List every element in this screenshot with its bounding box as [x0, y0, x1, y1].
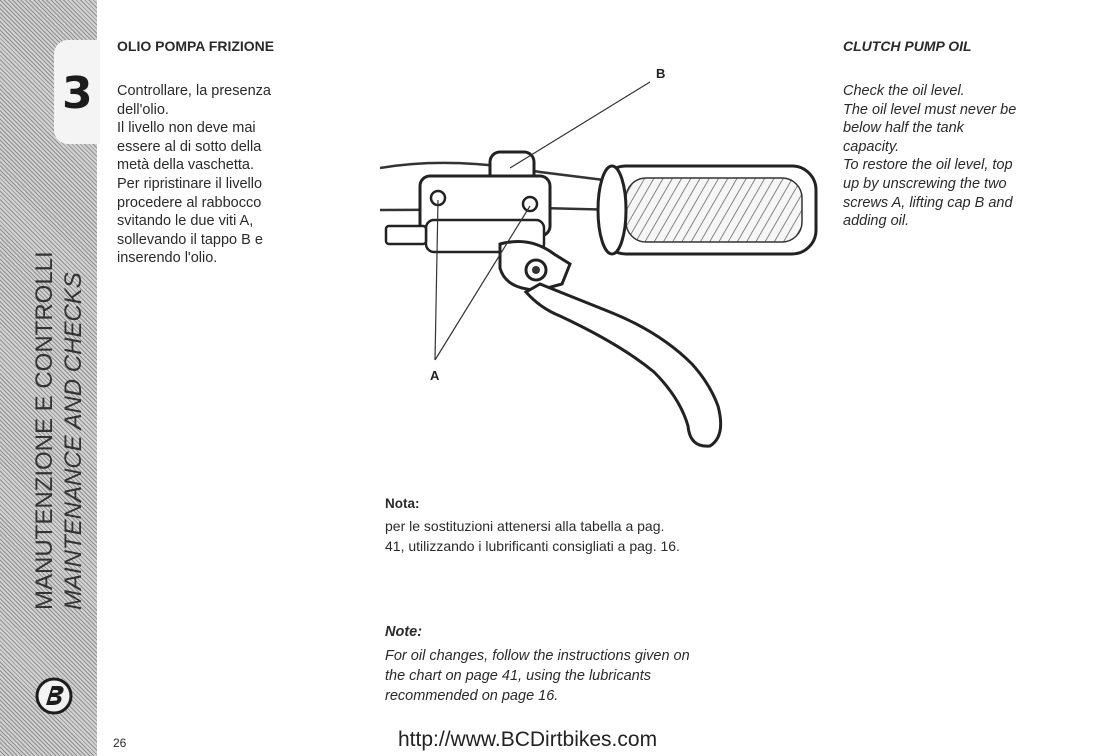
chapter-number: 3: [62, 68, 93, 119]
master-cylinder-reservoir: [386, 152, 550, 252]
website-url-link[interactable]: http://www.BCDirtbikes.com: [398, 728, 658, 751]
note-label: Note:: [385, 624, 423, 640]
english-line: up by unscrewing the two: [843, 175, 1007, 192]
callout-label-b: B: [656, 66, 666, 81]
english-line: Check the oil level.: [843, 83, 965, 99]
italian-line: Per ripristinare il livello: [117, 175, 263, 192]
note-line: the chart on page 41, using the lubricants: [385, 668, 652, 684]
italian-line: procedere al rabbocco: [117, 194, 262, 211]
clutch-lever: [526, 284, 721, 446]
italian-line: dell'olio.: [117, 101, 169, 118]
italian-line: Il livello non deve mai: [117, 120, 256, 137]
italian-line: sollevando il tappo B e: [117, 231, 263, 248]
nota-line: 41, utilizzando i lubrificanti consigliati a pag. 16.: [385, 538, 680, 554]
clutch-lever-illustration: [380, 60, 820, 460]
note-line: For oil changes, follow the instructions given on: [385, 648, 690, 664]
lever-pivot: [500, 242, 570, 290]
vertical-chapter-title: [30, 251, 100, 670]
english-section-title: CLUTCH PUMP OIL: [843, 38, 972, 54]
english-line: screws A, lifting cap B and: [843, 194, 1013, 211]
callout-label-a: A: [430, 368, 440, 383]
italian-body-text: [117, 82, 357, 268]
english-line: To restore the oil level, top: [843, 157, 1013, 174]
page-number: 26: [113, 736, 127, 750]
english-line: capacity.: [843, 138, 900, 155]
italian-line: metà della vaschetta.: [117, 157, 255, 174]
vertical-title-italian: MANUTENZIONE E CONTROLLI: [31, 251, 58, 610]
italian-line: inserendo l'olio.: [117, 250, 218, 267]
english-line: below half the tank: [843, 120, 964, 137]
english-body-text: [843, 82, 1083, 231]
italian-line: svitando le due viti A,: [117, 213, 254, 230]
nota-line: per le sostituzioni attenersi alla tabella a pag.: [385, 518, 665, 534]
brand-logo-icon: [34, 676, 74, 716]
italian-line: essere al di sotto della: [117, 138, 262, 155]
note-text: [385, 646, 690, 706]
italian-section-title: OLIO POMPA FRIZIONE: [117, 38, 275, 54]
handlebar-grip: [598, 166, 816, 254]
nota-label: Nota:: [385, 496, 420, 511]
nota-text: [385, 516, 680, 556]
english-line: adding oil.: [843, 213, 910, 230]
italian-line: Controllare, la presenza: [117, 83, 271, 99]
note-line: recommended on page 16.: [385, 688, 559, 704]
vertical-title-english: MAINTENANCE AND CHECKS: [60, 272, 87, 610]
english-line: The oil level must never be: [843, 101, 1017, 118]
